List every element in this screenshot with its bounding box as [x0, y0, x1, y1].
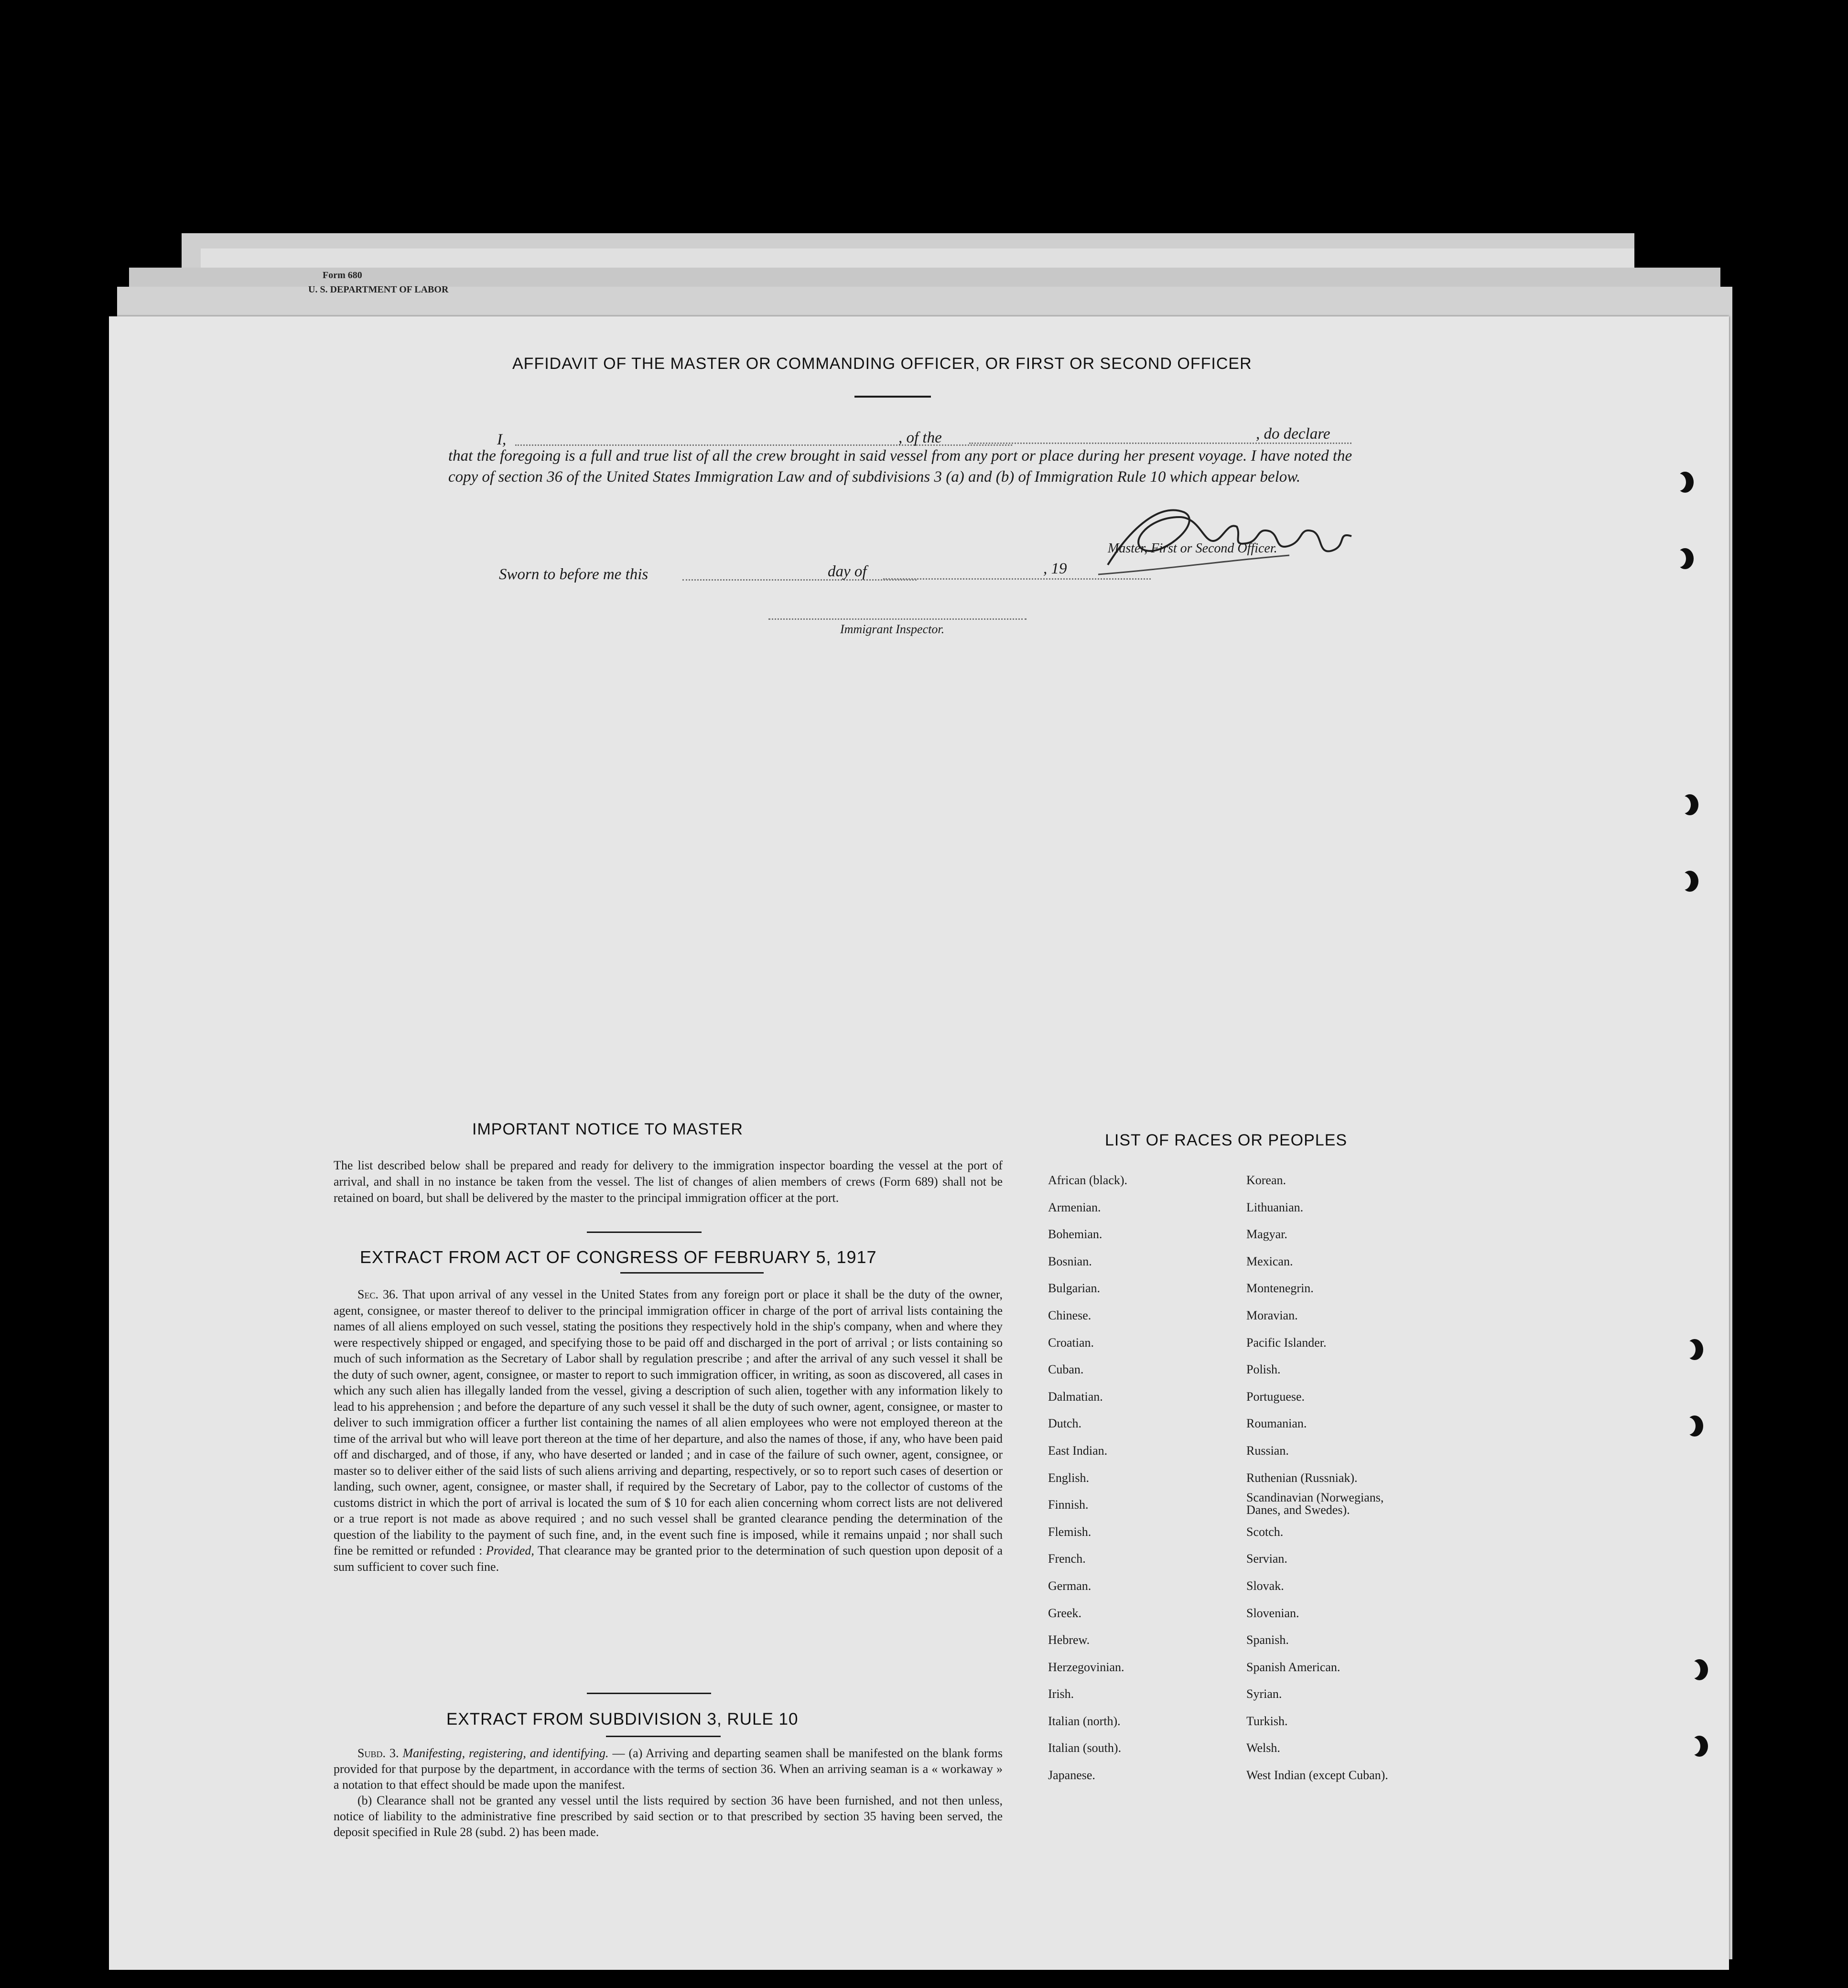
inspector-label: Immigrant Inspector.: [840, 622, 945, 636]
race-item: Bulgarian.: [1048, 1281, 1101, 1296]
race-item: Spanish American.: [1246, 1660, 1340, 1674]
title-underline: [854, 396, 931, 398]
background-form-number: Form 680: [323, 270, 362, 281]
race-item: Herzegovinian.: [1048, 1660, 1124, 1674]
race-item: Dalmatian.: [1048, 1389, 1103, 1404]
month-blank: [883, 578, 1151, 580]
affidavit-do-declare-label: , do declare: [1256, 425, 1330, 443]
race-item: Armenian.: [1048, 1200, 1101, 1214]
race-item: Servian.: [1246, 1552, 1287, 1566]
binder-hole: [1676, 472, 1694, 493]
extract-rule-title: EXTRACT FROM SUBDIVISION 3, RULE 10: [446, 1710, 799, 1729]
binder-hole: [1681, 871, 1698, 892]
race-item: West Indian (except Cuban).: [1246, 1768, 1388, 1783]
race-item: Japanese.: [1048, 1768, 1095, 1783]
race-item: Spanish.: [1246, 1633, 1289, 1647]
binder-hole: [1686, 1339, 1703, 1360]
rule-divider: [587, 1693, 711, 1694]
day-blank: [682, 579, 917, 581]
races-right-column: [1246, 1167, 1418, 1789]
races-title: LIST OF RACES OR PEOPLES: [1105, 1131, 1348, 1149]
binder-hole: [1681, 794, 1698, 815]
race-item: Flemish.: [1048, 1524, 1092, 1539]
subd-heading: Manifesting, registering, and identifying.: [402, 1746, 609, 1760]
officer-signature: [1089, 498, 1414, 579]
race-item: Slovak.: [1246, 1578, 1284, 1593]
race-item: Ruthenian (Russniak).: [1246, 1470, 1358, 1485]
race-item: Croatian.: [1048, 1335, 1094, 1350]
binder-hole: [1686, 1415, 1703, 1437]
year-label: , 19: [1043, 560, 1067, 577]
race-item: East Indian.: [1048, 1443, 1108, 1458]
notice-title: IMPORTANT NOTICE TO MASTER: [472, 1120, 743, 1138]
sworn-label: Sworn to before me this: [499, 566, 648, 583]
para-b: (b) Clearance shall not be granted any vessel until the lists required by section 36 have been furnished, and not then unless, notice of liability to the administrative fine prescribed by said section or to that prescribed by section 35 having been served, the deposit specified in Rule 28 (subd. 2) has been made.: [334, 1794, 1003, 1839]
notice-divider: [587, 1232, 702, 1233]
race-item: Syrian.: [1246, 1687, 1282, 1701]
signature-label: Master, First or Second Officer.: [1108, 541, 1277, 556]
race-item: Montenegrin.: [1246, 1281, 1314, 1296]
race-item: Hebrew.: [1048, 1633, 1090, 1647]
race-item: Lithuanian.: [1246, 1200, 1304, 1214]
section-text-end: That clearance may be granted prior to the determination of such question upon deposit of a sum sufficient to cover such fine.: [334, 1544, 1003, 1574]
race-item: Bosnian.: [1048, 1254, 1092, 1268]
affidavit-body: that the foregoing is a full and true list of all the crew brought in said vessel from any port or place during her present voyage. I have noted the copy of section 36 of the United States Immigration Law and of subdivisions 3 (a) and (b) of Immigration Rule 10 which appear below.: [448, 447, 1352, 486]
background-form-department: U. S. DEPARTMENT OF LABOR: [308, 284, 449, 295]
section-text: That upon arrival of any vessel in the United States from any foreign port or place it shall be the duty of the owner, agent, consignee, or master thereof to deliver to the principal immigration officer in charge of the port of arrival lists containing the names of all aliens employed on such vessel, stating the positions they respectively hold in the ship's company, when and where they were respectively shipped or engaged, and specifying those to be paid off and discharged in the port of arrival ; or lists containing so much of such information as the Secretary of Labor shall by regulation prescribe ; and after the arrival of any such vessel it shall be the duty of such owner, agent, consignee, or master to report to such immigration officer, in writing, as soon as discovered, all cases in which any such alien has illegally landed from the vessel, giving a description of such alien, together with any information likely to lead to his apprehension ; and before the departure of any such vessel it shall be the duty of such owner, agent, consignee, or master to deliver to such immigration officer a further list containing the names of all alien employees who were not employed thereon at the time of the arrival but who will leave port thereon at the time of her departure, and also the names of those, if any, who have been paid off and discharged, and of those, if any, who have deserted or landed ; and in case of the failure of such owner, agent, consignee, or master so to deliver either of the said lists of such aliens arriving and departing, respectively, or so to report such cases of desertion or landing, such owner, agent, consignee, or master shall, if required by the Secretary of Labor, pay to the collector of customs of the customs district in which the port of arrival is located the sum of $ 10 for each alien concerning whom correct lists are not delivered or a true report is not made as above required ; and no such vessel shall be granted clearance pending the determination of the question of the liability to the payment of such fine, and, in the event such fine is imposed, while it remains unpaid ; nor shall such fine be remitted or refunded :: [334, 1287, 1003, 1557]
affidavit-i-label: I,: [497, 431, 507, 448]
provided-label: Provided,: [486, 1544, 534, 1557]
race-item: German.: [1048, 1578, 1092, 1593]
subd-label: Subd. 3.: [357, 1746, 399, 1760]
race-item: Dutch.: [1048, 1416, 1082, 1431]
races-left-column: [1048, 1167, 1127, 1789]
race-item: Chinese.: [1048, 1308, 1092, 1322]
race-item: Cuban.: [1048, 1362, 1084, 1377]
inspector-blank: [768, 618, 1027, 620]
race-item: African (black).: [1048, 1173, 1128, 1187]
race-item: Portuguese.: [1246, 1389, 1305, 1404]
extract-act-underline: [620, 1272, 764, 1274]
race-item: Turkish.: [1246, 1714, 1288, 1728]
race-item: French.: [1048, 1552, 1086, 1566]
notice-text: The list described below shall be prepared and ready for delivery to the immigration inspector boarding the vessel at the port of arrival, and shall in no instance be taken from the vessel. The list of changes of alien members of crews (Form 689) shall not be retained on board, but shall be delivered by the master to the principal immigration officer at the port.: [334, 1158, 1003, 1205]
race-item: Slovenian.: [1246, 1606, 1299, 1620]
extract-act-title: EXTRACT FROM ACT OF CONGRESS OF FEBRUARY 5, 1917: [360, 1247, 877, 1267]
race-item: Greek.: [1048, 1606, 1082, 1620]
race-item: Mexican.: [1246, 1254, 1293, 1268]
race-item: Scandinavian (Norwegians, Danes, and Swedes).: [1246, 1491, 1384, 1517]
binder-hole: [1676, 548, 1694, 569]
race-item: Scotch.: [1246, 1524, 1284, 1539]
section-label: Sec. 36.: [357, 1287, 399, 1301]
race-item: Irish.: [1048, 1687, 1074, 1701]
race-item: Korean.: [1246, 1173, 1286, 1187]
binder-hole: [1691, 1659, 1708, 1680]
race-item: English.: [1048, 1470, 1089, 1485]
race-item: Magyar.: [1246, 1227, 1287, 1242]
affidavit-page: [109, 316, 1729, 1970]
day-of-label: day of: [828, 563, 867, 580]
race-item: Bohemian.: [1048, 1227, 1102, 1242]
extract-rule-underline: [606, 1736, 721, 1737]
race-item: Italian (south).: [1048, 1741, 1122, 1755]
race-item: Welsh.: [1246, 1741, 1280, 1755]
binder-hole: [1691, 1736, 1708, 1757]
race-item: Roumanian.: [1246, 1416, 1307, 1431]
race-item: Finnish.: [1048, 1498, 1089, 1512]
affidavit-of-the-label: , of the: [898, 429, 942, 446]
extract-rule-text: [334, 1745, 1003, 1840]
affidavit-title: AFFIDAVIT OF THE MASTER OR COMMANDING OFFICER, OR FIRST OR SECOND OFFICER: [512, 355, 1252, 373]
para-a: — (a) Arriving and departing seamen shall be manifested on the blank forms provided for that purpose by the department, in accordance with the terms of section 36. When an arriving seaman is a « workaway » a notation to that effect should be made upon the manifest.: [334, 1746, 1003, 1792]
race-item: Moravian.: [1246, 1308, 1298, 1322]
race-item: Pacific Islander.: [1246, 1335, 1327, 1350]
race-item: Italian (north).: [1048, 1714, 1121, 1728]
race-item: Russian.: [1246, 1443, 1289, 1458]
extract-act-text: [334, 1286, 1003, 1575]
race-item: Polish.: [1246, 1362, 1281, 1377]
